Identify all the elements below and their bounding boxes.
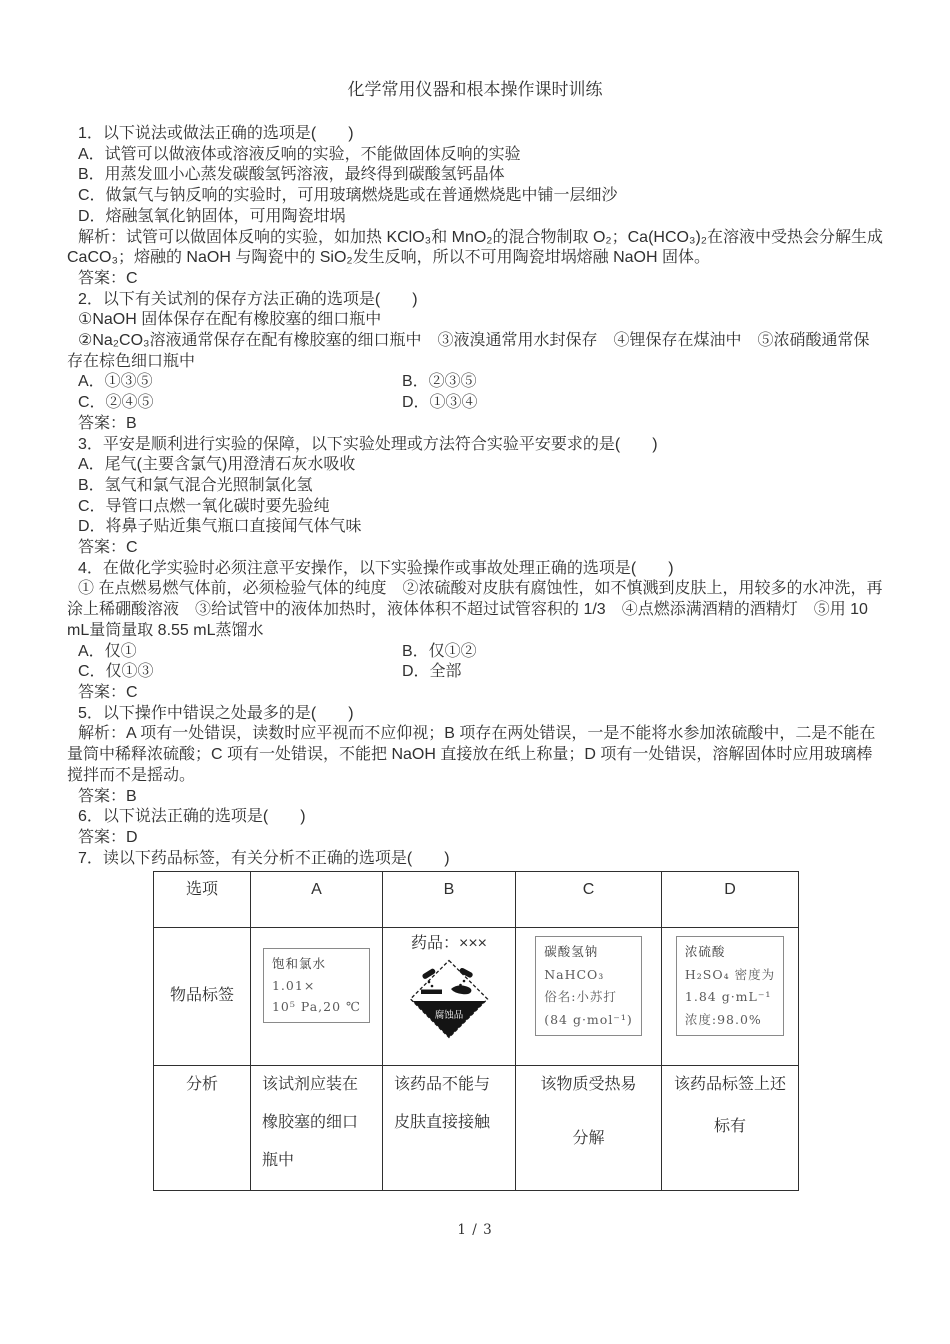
- header-option: 选项: [154, 872, 251, 928]
- q3-option-c: C．导管口点燃一氧化碳时要先验纯: [78, 497, 330, 515]
- label-cell-c: [516, 928, 662, 1066]
- q3-option-b: B．氢气和氯气混合光照制氯化氢: [78, 476, 313, 494]
- q2-option-c: C．②④⑤: [78, 394, 154, 412]
- q3-answer: 答案：C: [78, 539, 138, 557]
- q5-analysis: 解析：A 项有一处错误，读数时应平视而不应仰视；B 项存在两处错误，一是不能将水参加浓硫酸中，二是不能在量筒中稀释浓硫酸；C 项有一处错误，不能把 NaOH 直接放在纸上称量；D 项有一处错误，溶解固体时应用玻璃棒搅拌而不是摇动。: [67, 725, 876, 784]
- label-concentrated-sulfuric-acid: 浓硫酸 H₂SO₄ 密度为 1.84 g·mL⁻¹ 浓度:98.0%: [676, 936, 784, 1036]
- q1-stem: 1．以下说法或做法正确的选项是( ): [78, 125, 354, 142]
- q4-option-b: B．仅①②: [402, 642, 477, 660]
- q7-label-table: [153, 871, 799, 1191]
- q6-stem: 6．以下说法正确的选项是( ): [78, 808, 306, 826]
- table-header-row: [154, 872, 799, 928]
- header-b: B: [383, 872, 516, 928]
- header-a: A: [251, 872, 383, 928]
- q4-option-a: A．仅①: [78, 642, 137, 660]
- q4-options-ab: [67, 642, 883, 663]
- q2-item-1: ①NaOH 固体保存在配有橡胶塞的细口瓶中: [78, 311, 382, 329]
- q7-stem: 7．读以下药品标签，有关分析不正确的选项是( ): [78, 849, 450, 867]
- q3-stem: 3．平安是顺利进行实验的保障，以下实验处理或方法符合实验平安要求的是( ): [78, 435, 658, 453]
- q2-stem: 2．以下有关试剂的保存方法正确的选项是( ): [78, 290, 418, 308]
- label-cell-b: [383, 928, 516, 1066]
- q3-option-a: A．尾气(主要含氯气)用澄清石灰水吸收: [78, 456, 356, 474]
- drug-caption: 药品：×××: [410, 935, 488, 953]
- label-sodium-bicarbonate: 碳酸氢钠 NaHCO₃ 俗名:小苏打 (84 g·mol⁻¹): [535, 936, 642, 1036]
- q2-options-cd: [67, 393, 883, 414]
- q4-options-cd: [67, 662, 883, 683]
- q6-answer: 答案：D: [78, 828, 138, 846]
- analysis-c: 该物质受热易 分解: [516, 1066, 662, 1191]
- item-label-row: [154, 928, 799, 1066]
- q1-answer: 答案：C: [78, 269, 138, 287]
- q1-option-d: D．熔融氢氧化钠固体，可用陶瓷坩埚: [78, 207, 346, 225]
- q1-analysis: 解析：试管可以做固体反响的实验，如加热 KClO₃和 MnO₂的混合物制取 O₂；Ca(HCO₃)₂在溶液中受热会分解生成 CaCO₃；熔融的 NaOH 与陶瓷中的 SiO₂发生反响，所以不可用陶瓷坩埚熔融 NaOH 固体。: [67, 228, 884, 267]
- header-d: D: [662, 872, 799, 928]
- page-title: 化学常用仪器和根本操作课时训练: [347, 80, 603, 99]
- q2-option-b: B．②③⑤: [402, 373, 477, 391]
- row-label-item: 物品标签: [154, 928, 251, 1066]
- q2-option-d: D．①③④: [402, 394, 478, 412]
- document-body: [67, 124, 883, 1191]
- analysis-row: [154, 1066, 799, 1191]
- q4-option-d: D．全部: [402, 663, 462, 681]
- q4-items: ① 在点燃易燃气体前，必须检验气体的纯度 ②浓硫酸对皮肤有腐蚀性，如不慎溅到皮肤上，用较多的水冲洗，再涂上稀硼酸溶液 ③给试管中的液体加热时，液体体积不超过试管容积的 1/3 ④点燃添满酒精的酒精灯 ⑤用 10 mL量筒量取 8.55 mL蒸馏水: [67, 580, 883, 639]
- page-number: 1 / 3: [457, 1222, 493, 1238]
- row-label-analysis: 分析: [154, 1066, 251, 1191]
- analysis-d: 该药品标签上还 标有: [662, 1066, 799, 1191]
- q4-answer: 答案：C: [78, 683, 138, 701]
- label-saturated-chlorine-water: 饱和氯水 1.01× 10⁵ Pa,20 ℃: [263, 948, 370, 1023]
- q2-options-ab: [67, 372, 883, 393]
- label-cell-a: [251, 928, 383, 1066]
- q1-option-b: B．用蒸发皿小心蒸发碳酸氢钙溶液，最终得到碳酸氢钙晶体: [78, 166, 505, 184]
- q4-stem: 4．在做化学实验时必须注意平安操作，以下实验操作或事故处理正确的选项是( ): [78, 559, 674, 577]
- analysis-a: 该试剂应装在 橡胶塞的细口 瓶中: [251, 1066, 383, 1191]
- label-cell-d: [662, 928, 799, 1066]
- corrosive-diamond-icon: [383, 959, 515, 1046]
- q5-answer: 答案：B: [78, 787, 137, 805]
- header-c: C: [516, 872, 662, 928]
- diamond-label: 腐蚀品: [434, 1010, 464, 1022]
- analysis-b: 该药品不能与 皮肤直接接触: [383, 1066, 516, 1191]
- q2-items-2-5: ②Na₂CO₃溶液通常保存在配有橡胶塞的细口瓶中 ③液溴通常用水封保存 ④锂保存在煤油中 ⑤浓硝酸通常保存在棕色细口瓶中: [67, 332, 870, 370]
- q3-option-d: D．将鼻子贴近集气瓶口直接闻气体气味: [78, 518, 362, 536]
- q5-stem: 5．以下操作中错误之处最多的是( ): [78, 704, 354, 722]
- q2-option-a: A．①③⑤: [78, 373, 153, 391]
- q4-option-c: C．仅①③: [78, 663, 154, 681]
- q2-answer: 答案：B: [78, 414, 137, 432]
- q1-option-c: C．做氯气与钠反响的实验时，可用玻璃燃烧匙或在普通燃烧匙中铺一层细沙: [78, 187, 618, 205]
- q1-option-a: A．试管可以做液体或溶液反响的实验，不能做固体反响的实验: [78, 145, 521, 163]
